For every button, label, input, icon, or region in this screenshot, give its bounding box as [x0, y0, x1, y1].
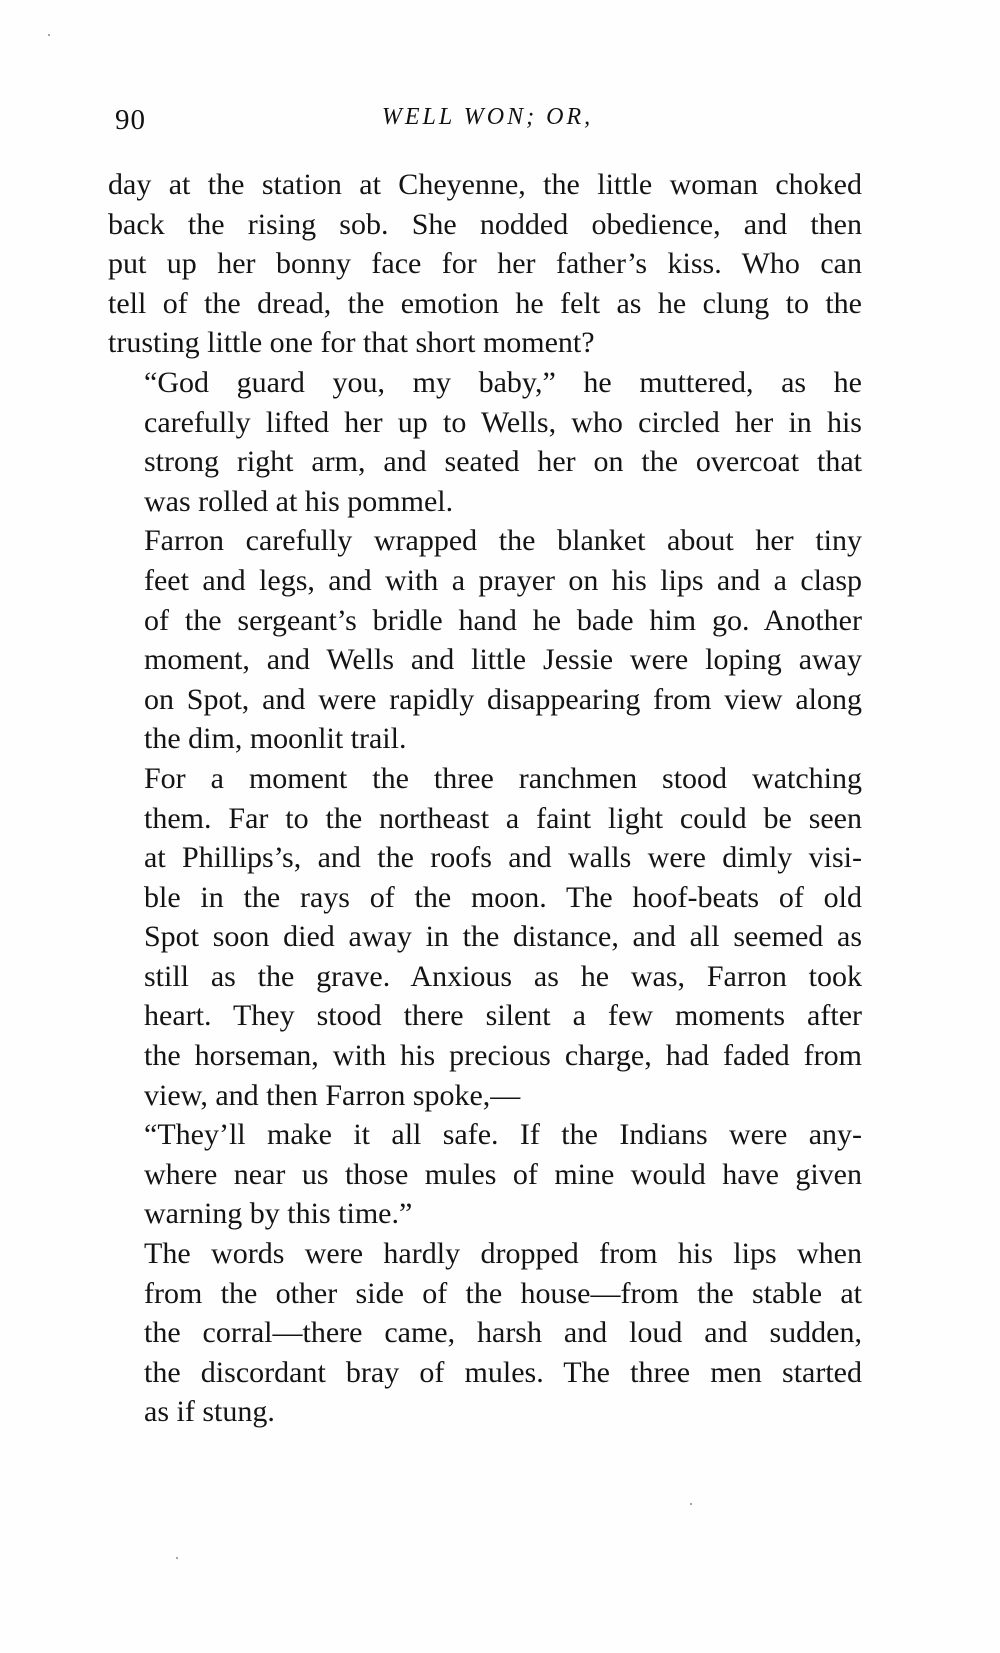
text-line: “God guard you, my baby,” he muttered, as he — [144, 365, 862, 399]
text-line: feet and legs, and with a prayer on his lips and a clasp — [144, 563, 862, 597]
page-header — [115, 100, 860, 140]
text-line: moment, and Wells and little Jessie were loping away — [144, 643, 862, 677]
paper-speck — [176, 1557, 178, 1559]
text-line: the discordant bray of mules. The three men started — [144, 1355, 862, 1389]
text-line: the horseman, with his precious charge, had faded from — [144, 1039, 862, 1073]
text-line: of the sergeant’s bridle hand he bade him go. Another — [144, 603, 862, 637]
text-line: day at the station at Cheyenne, the little woman choked — [108, 168, 862, 201]
text-line: For a moment the three ranchmen stood watching — [144, 761, 862, 795]
text-line: at Phillips’s, and the roofs and walls were dimly visi- — [144, 841, 862, 875]
text-line: view, and then Farron spoke,— — [144, 1078, 521, 1112]
text-line: the corral—there came, harsh and loud and sudden, — [144, 1316, 862, 1350]
text-line: where near us those mules of mine would have given — [144, 1157, 862, 1191]
paragraph — [108, 521, 862, 759]
text-line: “They’ll make it all safe. If the Indians were any- — [144, 1118, 862, 1152]
running-head: WELL WON; OR, — [381, 104, 594, 130]
paragraph — [108, 759, 862, 1115]
paper-speck — [690, 1503, 692, 1505]
text-line: the dim, moonlit trail. — [144, 722, 407, 756]
paper-speck — [48, 34, 50, 36]
text-line: carefully lifted her up to Wells, who circled her in his — [144, 405, 862, 439]
paragraph — [108, 363, 862, 521]
text-line: Spot soon died away in the distance, and all seemed as — [144, 920, 862, 954]
text-line: them. Far to the northeast a faint light could be seen — [144, 801, 862, 835]
text-line: was rolled at his pommel. — [144, 484, 454, 518]
paragraph — [108, 1234, 862, 1432]
body-text — [108, 165, 862, 1432]
text-line: warning by this time.” — [144, 1197, 413, 1231]
text-line: heart. They stood there silent a few moments after — [144, 999, 862, 1033]
text-line: ble in the rays of the moon. The hoof-beats of old — [144, 880, 862, 914]
text-line: The words were hardly dropped from his lips when — [144, 1237, 862, 1271]
paragraph — [108, 1115, 862, 1234]
text-line: from the other side of the house—from the stable at — [144, 1276, 862, 1310]
text-line: back the rising sob. She nodded obedience, and then — [108, 207, 862, 241]
text-line: on Spot, and were rapidly disappearing from view along — [144, 682, 862, 716]
text-line: put up her bonny face for her father’s kiss. Who can — [108, 247, 862, 281]
text-line: tell of the dread, the emotion he felt as he clung to the — [108, 286, 862, 320]
text-line: as if stung. — [144, 1395, 275, 1429]
text-line: strong right arm, and seated her on the overcoat that — [144, 445, 862, 479]
page-number: 90 — [115, 104, 146, 136]
text-line: still as the grave. Anxious as he was, Farron took — [144, 959, 862, 993]
text-line: trusting little one for that short moment? — [108, 326, 595, 360]
text-line: Farron carefully wrapped the blanket about her tiny — [144, 524, 862, 558]
paragraph — [108, 165, 862, 363]
